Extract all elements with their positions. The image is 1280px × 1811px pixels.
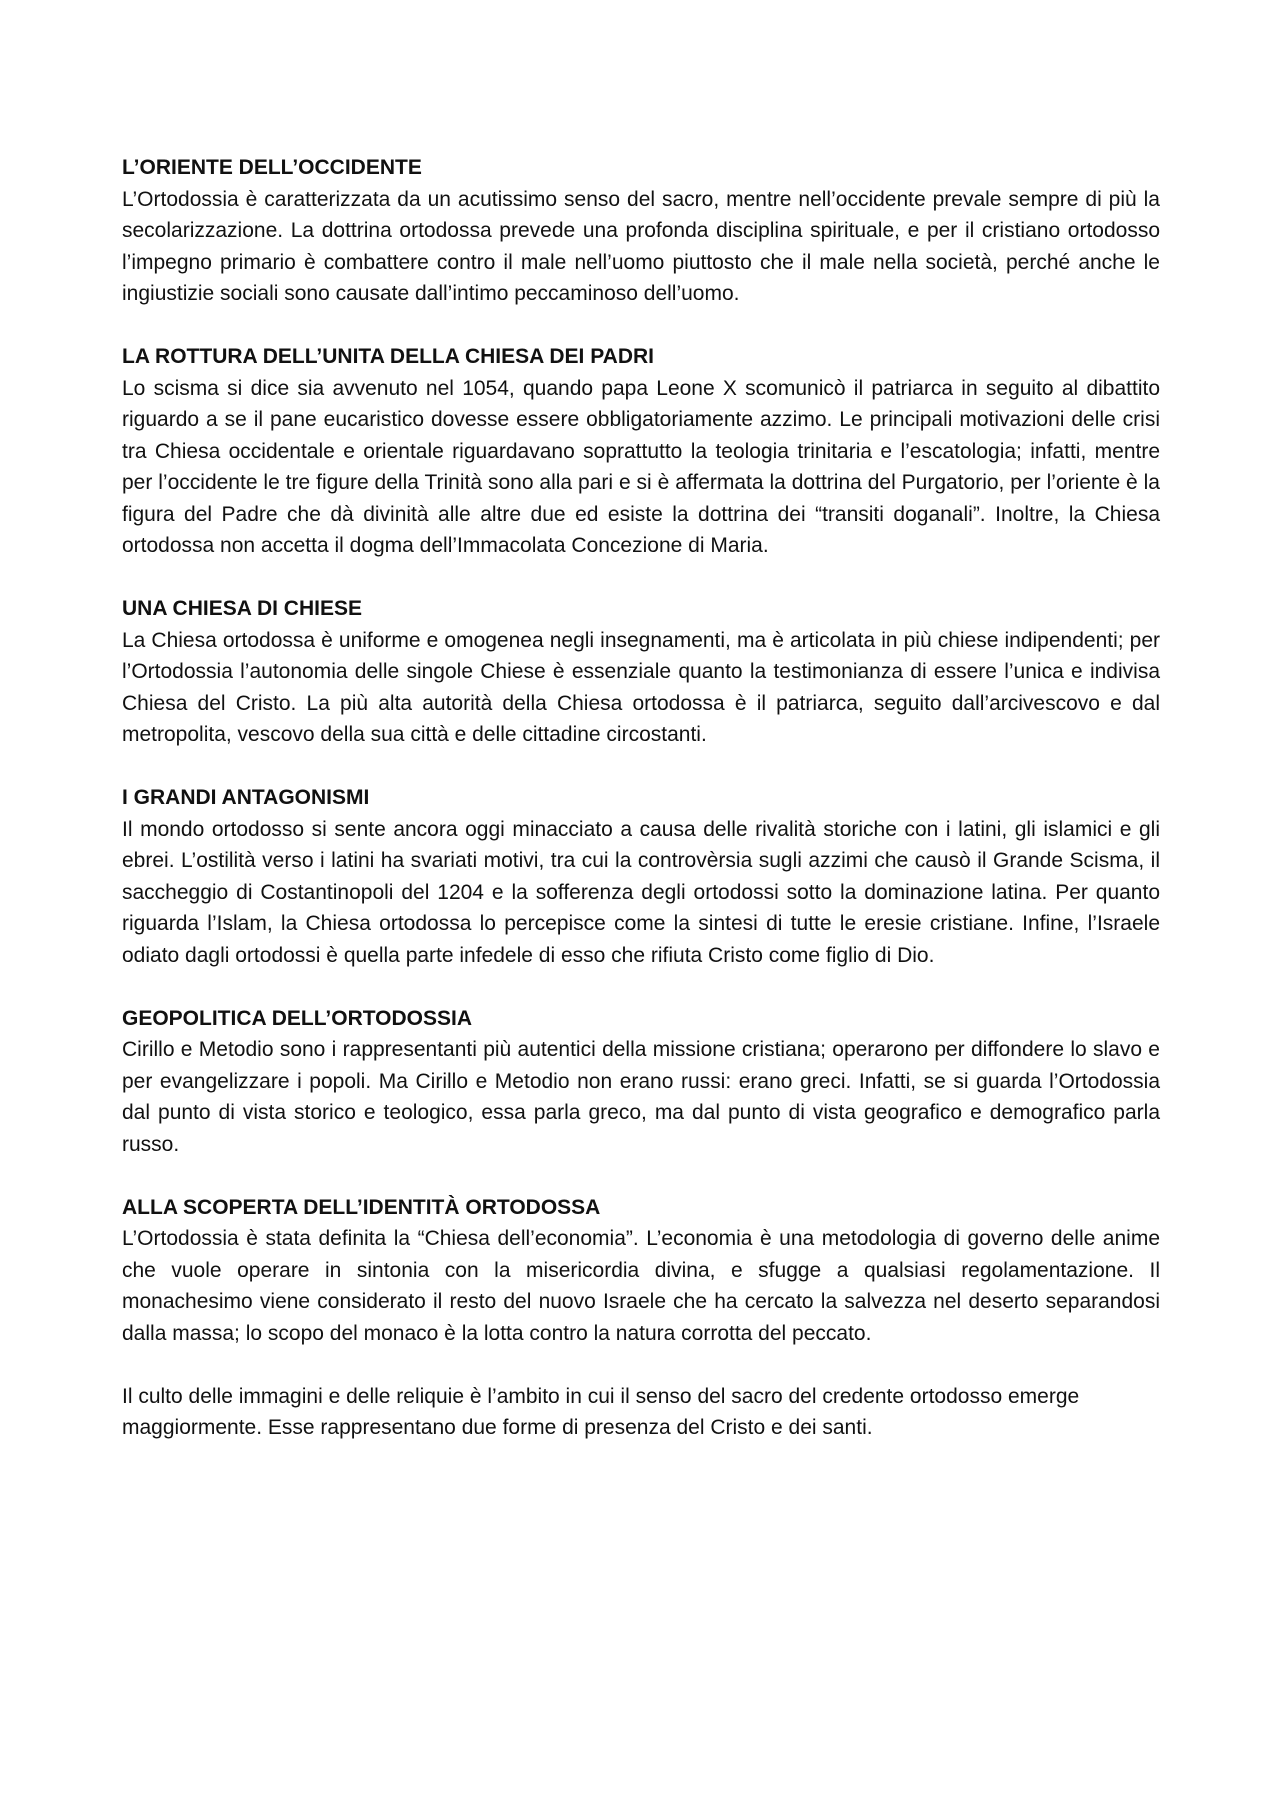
section-identita [122,1192,1160,1350]
document-page [122,152,1160,1475]
section-paragraph: L’Ortodossia è stata definita la “Chiesa dell’economia”. L’economia è una metodologia di governo delle anime che vuole operare in sintonia con la misericordia divina, e sfugge a qualsiasi regolamentazione. Il monachesimo viene considerato il resto del nuovo Israele che ha cercato la salvezza nel deserto separandosi dalla massa; lo scopo del monaco è la lotta contro la natura corrotta del peccato. [122,1227,1160,1345]
section-chiesa-di-chiese [122,593,1160,751]
section-geopolitica [122,1003,1160,1161]
section-heading: LA ROTTURA DELL’UNITA DELLA CHIESA DEI PADRI [122,345,654,368]
section-paragraph: Il mondo ortodosso si sente ancora oggi minacciato a causa delle rivalità storiche con i latini, gli islamici e gli ebrei. L’ostilità verso i latini ha svariati motivi, tra cui la controvèrsia sugli azzimi che causò il Grande Scisma, il saccheggio di Costantinopoli del 1204 e la sofferenza degli ortodossi sotto la dominazione latina. Per quanto riguarda l’Islam, la Chiesa ortodossa lo percepisce come la sintesi di tutte le eresie cristiane. Infine, l’Israele odiato dagli ortodossi è quella parte infedele di esso che rifiuta Cristo come figlio di Dio. [122,817,1160,967]
section-heading: L’ORIENTE DELL’OCCIDENTE [122,156,422,179]
section-paragraph: Lo scisma si dice sia avvenuto nel 1054, quando papa Leone X scomunicò il patriarca in seguito al dibattito riguardo a se il pane eucaristico dovesse essere obbligatoriamente azzimo. Le principali motivazioni delle crisi tra Chiesa occidentale e orientale riguardavano soprattutto la teologia trinitaria e l’escatologia; infatti, mentre per l’occidente le tre figure della Trinità sono alla pari e si è affermata la dottrina del Purgatorio, per l’oriente è la figura del Padre che dà divinità alle altre due ed esiste la dottrina dei “transiti doganali”. Inoltre, la Chiesa ortodossa non accetta il dogma dell’Immacolata Concezione di Maria. [122,376,1160,557]
section-heading: ALLA SCOPERTA DELL’IDENTITÀ ORTODOSSA [122,1195,601,1219]
section-heading: I GRANDI ANTAGONISMI [122,786,370,809]
section-oriente [122,152,1160,310]
section-heading: GEOPOLITICA DELL’ORTODOSSIA [122,1006,473,1030]
section-rottura [122,341,1160,562]
section-paragraph: La Chiesa ortodossa è uniforme e omogenea negli insegnamenti, ma è articolata in più chiese indipendenti; per l’Ortodossia l’autonomia delle singole Chiese è essenziale quanto la testimonianza di essere l’unica e indivisa Chiesa del Cristo. La più alta autorità della Chiesa ortodossa è il patriarca, seguito dall’arcivescovo e dal metropolita, vescovo della sua città e delle cittadine circostanti. [122,628,1160,746]
section-paragraph: Cirillo e Metodio sono i rappresentanti più autentici della missione cristiana; operarono per diffondere lo slavo e per evangelizzare i popoli. Ma Cirillo e Metodio non erano russi: erano greci. Infatti, se si guarda l’Ortodossia dal punto di vista storico e teologico, essa parla greco, ma dal punto di vista geografico e demografico parla russo. [122,1038,1160,1156]
section-closing [122,1381,1160,1444]
closing-paragraph: Il culto delle immagini e delle reliquie è l’ambito in cui il senso del sacro del credente ortodosso emerge maggiormente. Esse rappresentano due forme di presenza del Cristo e dei santi. [122,1384,1080,1439]
section-heading: UNA CHIESA DI CHIESE [122,597,362,620]
section-antagonismi [122,782,1160,971]
section-paragraph: L’Ortodossia è caratterizzata da un acutissimo senso del sacro, mentre nell’occidente prevale sempre di più la secolarizzazione. La dottrina ortodossa prevede una profonda disciplina spirituale, e per il cristiano ortodosso l’impegno primario è combattere contro il male nell’uomo piuttosto che il male nella società, perché anche le ingiustizie sociali sono causate dall’intimo peccaminoso dell’uomo. [122,187,1160,305]
